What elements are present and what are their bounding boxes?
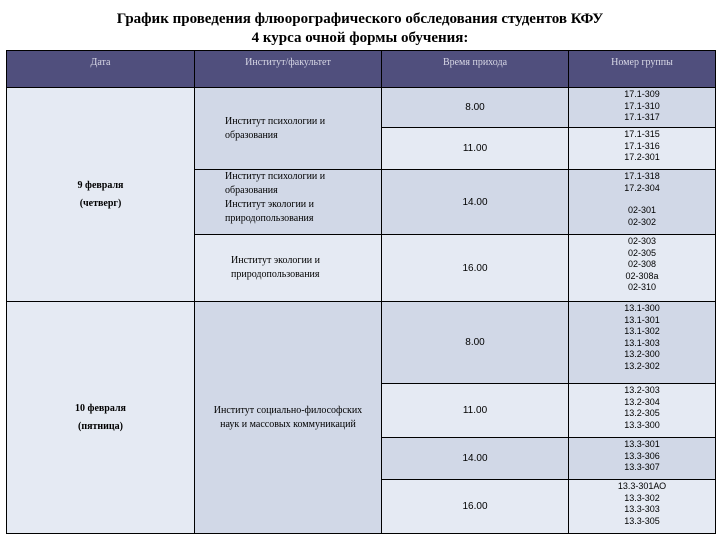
group-cell: 02-303 02-305 02-308 02-308а 02-310 bbox=[569, 235, 716, 302]
header-institute: Институт/факультет bbox=[195, 51, 382, 88]
time-cell: 8.00 bbox=[382, 88, 569, 128]
header-arrival-time: Время прихода bbox=[382, 51, 569, 88]
time-cell: 14.00 bbox=[382, 438, 569, 480]
group-cell: 17.1-318 17.2-304 02-301 02-302 bbox=[569, 170, 716, 235]
date-cell-day1 bbox=[7, 88, 195, 302]
date-day1: 9 февраля bbox=[77, 179, 124, 191]
header-group-number: Номер группы bbox=[569, 51, 716, 88]
title-line-1: График проведения флюорографического обследования студентов КФУ bbox=[116, 11, 604, 27]
institute-cell: Институт психологии и образования Институт экологии и природопользования bbox=[195, 170, 382, 235]
group-cell: 13.3-301АО 13.3-302 13.3-303 13.3-305 bbox=[569, 480, 716, 534]
group-cell: 17.1-315 17.1-316 17.2-301 bbox=[569, 128, 716, 170]
time-cell: 16.00 bbox=[382, 235, 569, 302]
header-date: Дата bbox=[7, 51, 195, 88]
group-cell: 13.1-300 13.1-301 13.1-302 13.1-303 13.2-300 13.2-302 bbox=[569, 302, 716, 384]
title-line-2: 4 курса очной формы обучения: bbox=[251, 30, 469, 46]
time-cell: 11.00 bbox=[382, 128, 569, 170]
weekday-day2: (пятница) bbox=[77, 420, 124, 432]
time-cell: 16.00 bbox=[382, 480, 569, 534]
group-cell: 17.1-309 17.1-310 17.1-317 bbox=[569, 88, 716, 128]
date-cell-day2 bbox=[7, 302, 195, 534]
table-row bbox=[7, 88, 716, 128]
schedule-table bbox=[6, 50, 716, 534]
table-row bbox=[7, 302, 716, 384]
header-row bbox=[7, 51, 716, 88]
date-day2: 10 февраля bbox=[75, 402, 126, 414]
group-cell: 13.2-303 13.2-304 13.2-305 13.3-300 bbox=[569, 384, 716, 438]
time-cell: 8.00 bbox=[382, 302, 569, 384]
institute-cell: Институт экологии и природопользования bbox=[195, 235, 382, 302]
weekday-day1: (четверг) bbox=[79, 197, 122, 209]
institute-cell: Институт психологии и образования bbox=[195, 88, 382, 170]
institute-cell: Институт социально-философских наук и массовых коммуникаций bbox=[195, 302, 382, 534]
time-cell: 11.00 bbox=[382, 384, 569, 438]
time-cell: 14.00 bbox=[382, 170, 569, 235]
group-cell: 13.3-301 13.3-306 13.3-307 bbox=[569, 438, 716, 480]
page-title bbox=[0, 10, 720, 48]
